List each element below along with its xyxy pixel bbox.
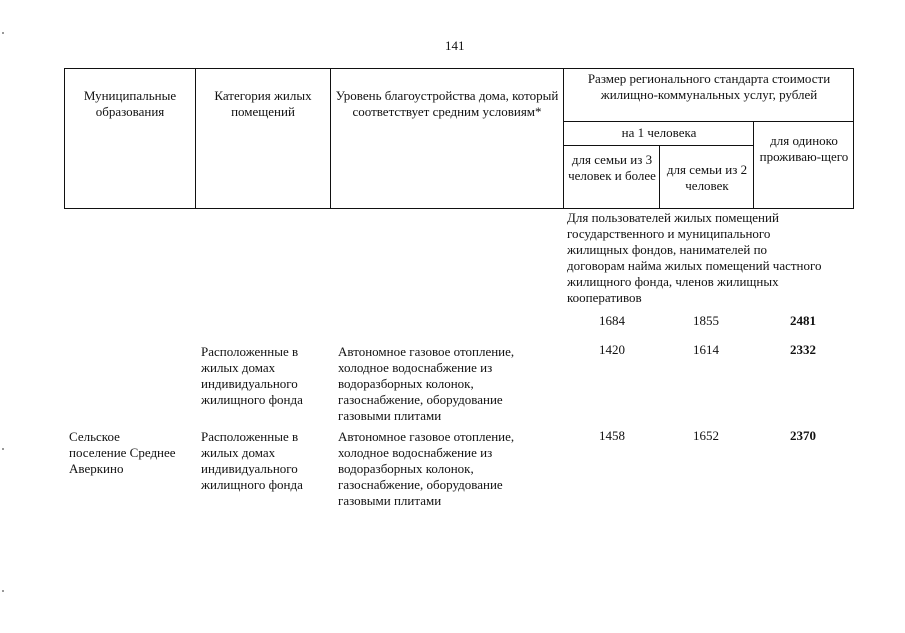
row-category: Расположенные в жилых домах индивидуального жилищного фонда	[201, 429, 303, 492]
intro-value-family-3: 1684	[599, 313, 625, 328]
page-number: 141	[445, 38, 465, 53]
scan-speck	[2, 590, 4, 592]
scan-speck	[2, 448, 4, 450]
row-value-family-2: 1652	[693, 428, 719, 443]
row-value-family-3: 1458	[599, 428, 625, 443]
row-level: Автономное газовое отопление, холодное водоснабжение из водоразборных колонок, газоснабжение, оборудование газовыми плитами	[338, 344, 515, 423]
row-value-single: 2370	[790, 428, 816, 443]
row-value-single: 2332	[790, 342, 816, 357]
scan-speck	[2, 32, 4, 34]
header-family-3: для семьи из 3 человек и более	[568, 152, 656, 183]
header-municipalities: Муниципальные образования	[83, 88, 177, 119]
row-level: Автономное газовое отопление, холодное водоснабжение из водоразборных колонок, газоснабжение, оборудование газовыми плитами	[338, 429, 515, 508]
header-per-person: на 1 человека	[621, 125, 697, 140]
row-municipality: Сельское поселение Среднее Аверкино	[69, 429, 176, 476]
intro-value-single: 2481	[790, 313, 816, 328]
header-standard-size: Размер регионального стандарта стоимости жилищно-коммунальных услуг, рублей	[587, 71, 831, 102]
row-category: Расположенные в жилых домах индивидуального жилищного фонда	[201, 344, 303, 407]
row-value-family-3: 1420	[599, 342, 625, 357]
intro-value-family-2: 1855	[693, 313, 719, 328]
header-category: Категория жилых помещений	[214, 88, 312, 119]
row-value-family-2: 1614	[693, 342, 719, 357]
intro-text: Для пользователей жилых помещений государственного и муниципального жилищных фондов, нанимателей по договорам найма жилых помещений частного жилищного фонда, членов жилищных кооперативов	[567, 210, 822, 305]
header-family-2: для семьи из 2 человек	[666, 162, 748, 193]
header-single: для одиноко проживаю-щего	[759, 133, 849, 164]
header-level: Уровень благоустройства дома, который соответствует средним условиям*	[335, 88, 559, 119]
